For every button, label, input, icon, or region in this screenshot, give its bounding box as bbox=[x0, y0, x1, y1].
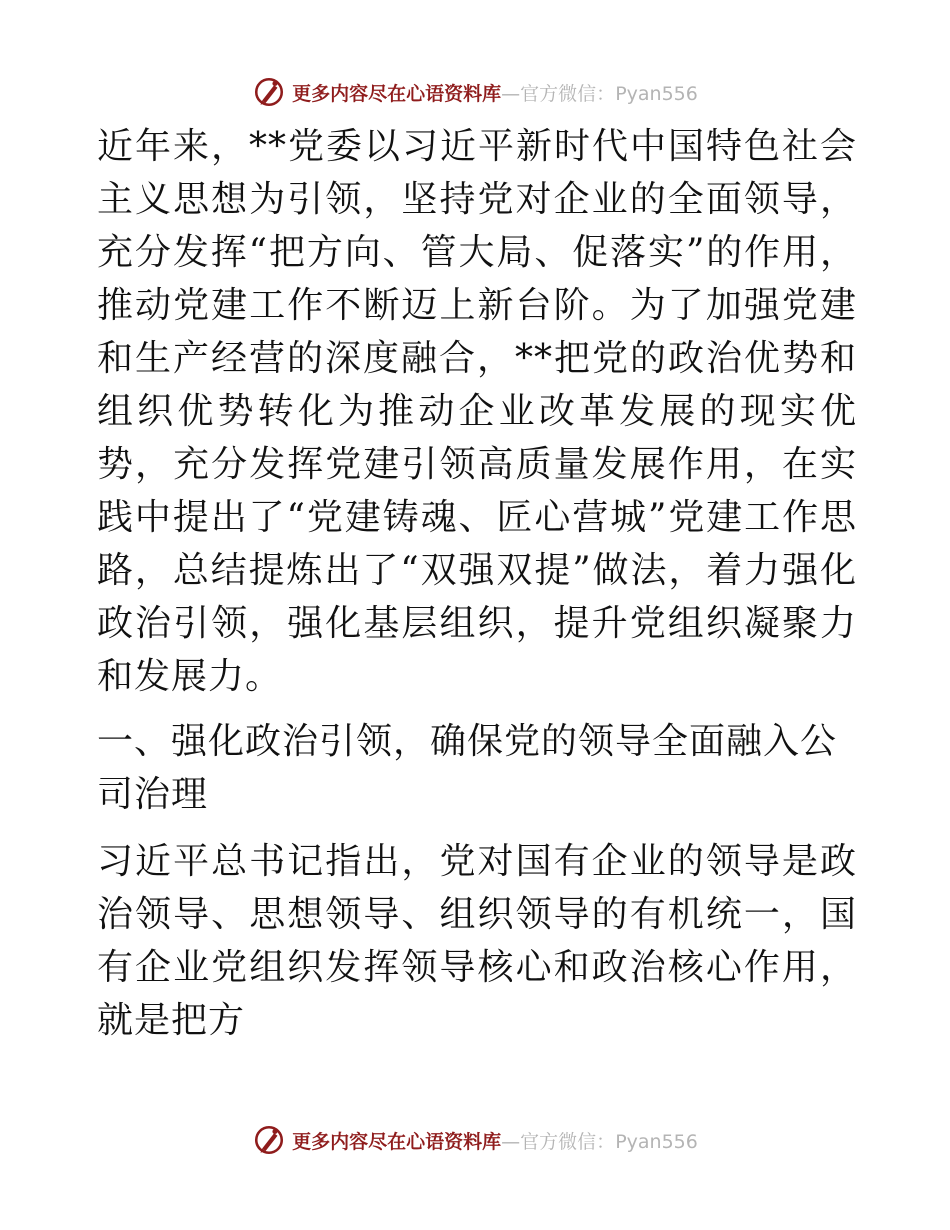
banner-separator: — bbox=[501, 1130, 521, 1153]
section-heading-1: 一、强化政治引领，确保党的领导全面融入公司治理 bbox=[97, 721, 838, 815]
pen-circle-icon bbox=[252, 1123, 286, 1157]
banner-main-text: 更多内容尽在心语资料库 bbox=[292, 82, 502, 105]
banner-label: 官方微信： bbox=[520, 1130, 616, 1153]
banner-account: Pyan556 bbox=[615, 82, 698, 105]
document-body bbox=[97, 120, 857, 1047]
banner-main-text: 更多内容尽在心语资料库 bbox=[292, 1130, 502, 1153]
paragraph-intro: 近年来，**党委以习近平新时代中国特色社会主义思想为引领，坚持党对企业的全面领导，充分发挥“把方向、管大局、促落实”的作用，推动党建工作不断迈上新台阶。为了加强党建和生产经营的深度融合，**把党的政治优势和组织优势转化为推动企业改革发展的现实优势，充分发挥党建引领高质量发展作用，在实践中提出了“党建铸魂、匠心营城”党建工作思路，总结提炼出了“双强双提”做法，着力强化政治引领，强化基层组织，提升党组织凝聚力和发展力。 bbox=[97, 126, 857, 697]
paragraph-section-1: 习近平总书记指出，党对国有企业的领导是政治领导、思想领导、组织领导的有机统一，国有企业党组织发挥领导核心和政治核心作用，就是把方 bbox=[97, 841, 857, 1041]
banner-separator: — bbox=[501, 82, 521, 105]
footer-watermark-banner bbox=[0, 1118, 950, 1162]
banner-account: Pyan556 bbox=[615, 1130, 698, 1153]
pen-circle-icon bbox=[252, 75, 286, 109]
banner-label: 官方微信： bbox=[520, 82, 616, 105]
header-watermark-banner bbox=[0, 70, 950, 114]
banner-text bbox=[292, 1127, 698, 1154]
banner-text bbox=[292, 79, 698, 106]
